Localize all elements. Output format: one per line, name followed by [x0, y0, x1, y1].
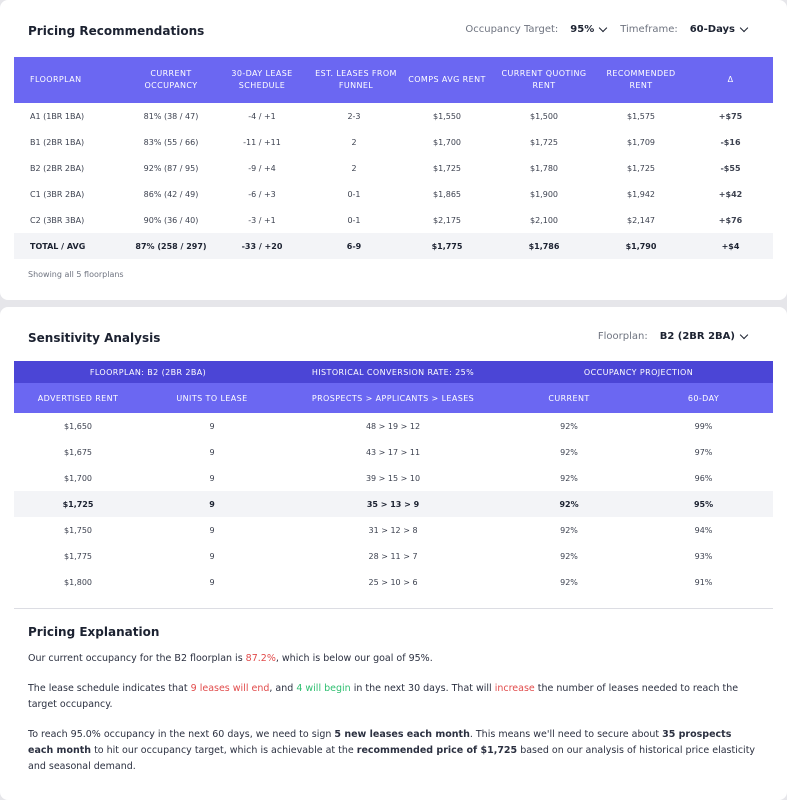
cell-occupancy: 92% (87 / 95) [143, 163, 199, 173]
timeframe-dropdown[interactable] [690, 24, 747, 35]
cell-occupancy: 81% (38 / 47) [143, 111, 199, 121]
col-recommended-rent[interactable]: RECOMMENDED RENT [594, 57, 688, 103]
table-row [14, 155, 773, 181]
increase-highlight: increase [494, 683, 535, 694]
recommendations-controls [465, 24, 747, 35]
floorplan-value: B2 (2BR 2BA) [659, 331, 735, 342]
table-row [14, 491, 773, 517]
cell-projected: 99% [694, 421, 713, 431]
cell-current-quoting-rent: $1,780 [530, 163, 558, 173]
cell-delta: +$42 [718, 189, 743, 199]
total-recommended: $1,790 [594, 233, 688, 259]
current-occupancy-highlight: 87.2% [245, 653, 276, 664]
cell-funnel: 39 > 15 > 10 [365, 473, 421, 483]
cell-est-leases: 2-3 [347, 111, 361, 121]
table-row [14, 207, 773, 233]
group-conversion-rate: HISTORICAL CONVERSION RATE: 25% [282, 361, 504, 383]
col-units-to-lease[interactable]: UNITS TO LEASE [142, 383, 282, 413]
sensitivity-controls [598, 331, 747, 342]
cell-projected: 95% [634, 491, 773, 517]
cell-floorplan: B2 (2BR 2BA) [30, 163, 85, 173]
cell-current-quoting-rent: $2,100 [530, 215, 558, 225]
cell-lease-schedule: -4 / +1 [248, 111, 276, 121]
table-row [14, 129, 773, 155]
total-comps: $1,775 [400, 233, 494, 259]
cell-lease-schedule: -11 / +11 [243, 137, 281, 147]
cell-current: 92% [560, 447, 578, 457]
col-current[interactable]: CURRENT [504, 383, 634, 413]
cell-recommended-rent: $1,709 [627, 137, 655, 147]
cell-floorplan: C2 (3BR 3BA) [30, 215, 85, 225]
total-funnel: 6-9 [308, 233, 400, 259]
cell-units: 9 [209, 525, 215, 535]
cell-floorplan: A1 (1BR 1BA) [30, 111, 85, 121]
col-lease-schedule[interactable]: 30-DAY LEASE SCHEDULE [216, 57, 308, 103]
group-occupancy-projection: OCCUPANCY PROJECTION [504, 361, 773, 383]
cell-funnel: 35 > 13 > 9 [282, 491, 504, 517]
total-occupancy: 87% (258 / 297) [126, 233, 216, 259]
sensitivity-header [0, 307, 787, 367]
table-row [14, 569, 773, 595]
col-delta[interactable]: Δ [688, 57, 773, 103]
cell-units: 9 [209, 577, 215, 587]
recommendations-header-row [14, 57, 773, 103]
cell-est-leases: 2 [351, 163, 357, 173]
cell-rent: $1,750 [64, 525, 92, 535]
cell-funnel: 43 > 17 > 11 [365, 447, 421, 457]
table-row [14, 543, 773, 569]
cell-lease-schedule: -3 / +1 [248, 215, 276, 225]
cell-est-leases: 0-1 [347, 215, 361, 225]
timeframe-label: Timeframe: [620, 24, 678, 35]
table-row [14, 517, 773, 543]
leases-beginning-highlight: 4 will begin [296, 683, 351, 694]
cell-est-leases: 0-1 [347, 189, 361, 199]
new-leases-emphasis: 5 new leases each month [334, 729, 470, 740]
table-row [14, 181, 773, 207]
sensitivity-header-row [14, 383, 773, 413]
chevron-down-icon [599, 23, 607, 31]
cell-rent: $1,650 [64, 421, 92, 431]
cell-comps-avg-rent: $1,700 [433, 137, 461, 147]
cell-current-quoting-rent: $1,725 [530, 137, 558, 147]
cell-current: 92% [560, 551, 578, 561]
cell-rent: $1,725 [14, 491, 142, 517]
total-delta: +$4 [688, 233, 773, 259]
cell-rent: $1,800 [64, 577, 92, 587]
table-row [14, 413, 773, 439]
sensitivity-analysis-card [0, 307, 787, 800]
cell-comps-avg-rent: $2,175 [433, 215, 461, 225]
recommended-price-emphasis: recommended price of $1,725 [356, 745, 518, 756]
cell-funnel: 48 > 19 > 12 [365, 421, 421, 431]
cell-funnel: 28 > 11 > 7 [368, 551, 418, 561]
sensitivity-table [14, 361, 773, 595]
prospects-emphasis: 35 prospects each month [28, 729, 732, 756]
chevron-down-icon [740, 330, 748, 338]
cell-projected: 96% [694, 473, 713, 483]
explanation-paragraph-occupancy: Our current occupancy for the B2 floorplan is 87.2%, which is below our goal of 95%. [28, 653, 433, 664]
cell-recommended-rent: $2,147 [627, 215, 655, 225]
cell-delta: +$75 [718, 111, 743, 121]
col-current-quoting-rent[interactable]: CURRENT QUOTING RENT [494, 57, 594, 103]
floorplan-label: Floorplan: [597, 331, 648, 342]
occupancy-target-value: 95% [570, 24, 595, 35]
explanation-paragraph-target: To reach 95.0% occupancy in the next 60 days, we need to sign 5 new leases each month. This means we'll need to secure about 35 prospects each month to hit our occupancy target, which is achievable at the recommended price of $1,725 based on our analysis of historical price elasticity and seasonal demand. [28, 729, 756, 772]
floorplan-dropdown[interactable] [660, 331, 747, 342]
cell-recommended-rent: $1,942 [627, 189, 655, 199]
recommendations-header [0, 0, 787, 60]
cell-rent: $1,775 [64, 551, 92, 561]
cell-funnel: 25 > 10 > 6 [368, 577, 418, 587]
cell-units: 9 [209, 551, 215, 561]
col-est-leases[interactable]: EST. LEASES FROM FUNNEL [308, 57, 400, 103]
cell-occupancy: 83% (55 / 66) [143, 137, 199, 147]
table-row [14, 465, 773, 491]
col-comps-avg-rent[interactable]: COMPS AVG RENT [400, 57, 494, 103]
cell-recommended-rent: $1,575 [627, 111, 655, 121]
explanation-paragraph-schedule: The lease schedule indicates that 9 leases will end, and 4 will begin in the next 30 days. That will increase the number of leases needed to reach the target occupancy. [28, 683, 739, 710]
col-60-day[interactable]: 60-DAY [634, 383, 773, 413]
cell-recommended-rent: $1,725 [627, 163, 655, 173]
group-floorplan: FLOORPLAN: B2 (2BR 2BA) [14, 361, 282, 383]
sensitivity-title: Sensitivity Analysis [28, 331, 161, 345]
chevron-down-icon [740, 23, 748, 31]
cell-projected: 91% [694, 577, 713, 587]
table-row [14, 103, 773, 129]
cell-est-leases: 2 [351, 137, 357, 147]
cell-comps-avg-rent: $1,550 [433, 111, 461, 121]
recommendations-table [14, 57, 773, 259]
cell-lease-schedule: -9 / +4 [248, 163, 276, 173]
cell-units: 9 [209, 421, 215, 431]
leases-ending-highlight: 9 leases will end [190, 683, 270, 694]
cell-delta: +$76 [718, 215, 743, 225]
cell-units: 9 [209, 473, 215, 483]
total-schedule: -33 / +20 [216, 233, 308, 259]
cell-projected: 97% [694, 447, 713, 457]
cell-occupancy: 86% (42 / 49) [143, 189, 199, 199]
occupancy-target-dropdown[interactable] [570, 24, 606, 35]
total-floorplan: TOTAL / AVG [14, 233, 126, 259]
col-current-occupancy[interactable]: CURRENT OCCUPANCY [126, 57, 216, 103]
pricing-recommendations-card [0, 0, 787, 300]
cell-units: 9 [142, 491, 282, 517]
cell-lease-schedule: -6 / +3 [248, 189, 276, 199]
col-floorplan[interactable]: FLOORPLAN [14, 57, 126, 103]
cell-projected: 94% [694, 525, 713, 535]
total-quoting: $1,786 [494, 233, 594, 259]
floorplan-count-note: Showing all 5 floorplans [28, 270, 124, 279]
sensitivity-group-header-row [14, 361, 773, 383]
cell-occupancy: 90% (36 / 40) [143, 215, 199, 225]
cell-comps-avg-rent: $1,725 [433, 163, 461, 173]
cell-rent: $1,675 [64, 447, 92, 457]
section-divider [14, 608, 773, 609]
timeframe-value: 60-Days [689, 24, 735, 35]
cell-comps-avg-rent: $1,865 [433, 189, 461, 199]
occupancy-target-label: Occupancy Target: [465, 24, 559, 35]
cell-current: 92% [560, 525, 578, 535]
cell-units: 9 [209, 447, 215, 457]
cell-current: 92% [560, 577, 578, 587]
table-row [14, 439, 773, 465]
cell-floorplan: B1 (2BR 1BA) [30, 137, 85, 147]
recommendations-title: Pricing Recommendations [28, 24, 205, 38]
cell-rent: $1,700 [64, 473, 92, 483]
cell-delta: -$16 [720, 137, 741, 147]
cell-projected: 93% [694, 551, 713, 561]
cell-current-quoting-rent: $1,900 [530, 189, 558, 199]
cell-funnel: 31 > 12 > 8 [368, 525, 418, 535]
cell-current: 92% [560, 421, 578, 431]
total-row [14, 233, 773, 259]
col-advertised-rent[interactable]: ADVERTISED RENT [14, 383, 142, 413]
cell-current-quoting-rent: $1,500 [530, 111, 558, 121]
col-funnel[interactable]: PROSPECTS > APPLICANTS > LEASES [282, 383, 504, 413]
cell-current: 92% [560, 473, 578, 483]
explanation-title: Pricing Explanation [28, 625, 160, 639]
cell-current: 92% [504, 491, 634, 517]
cell-floorplan: C1 (3BR 2BA) [30, 189, 85, 199]
cell-delta: -$55 [720, 163, 741, 173]
